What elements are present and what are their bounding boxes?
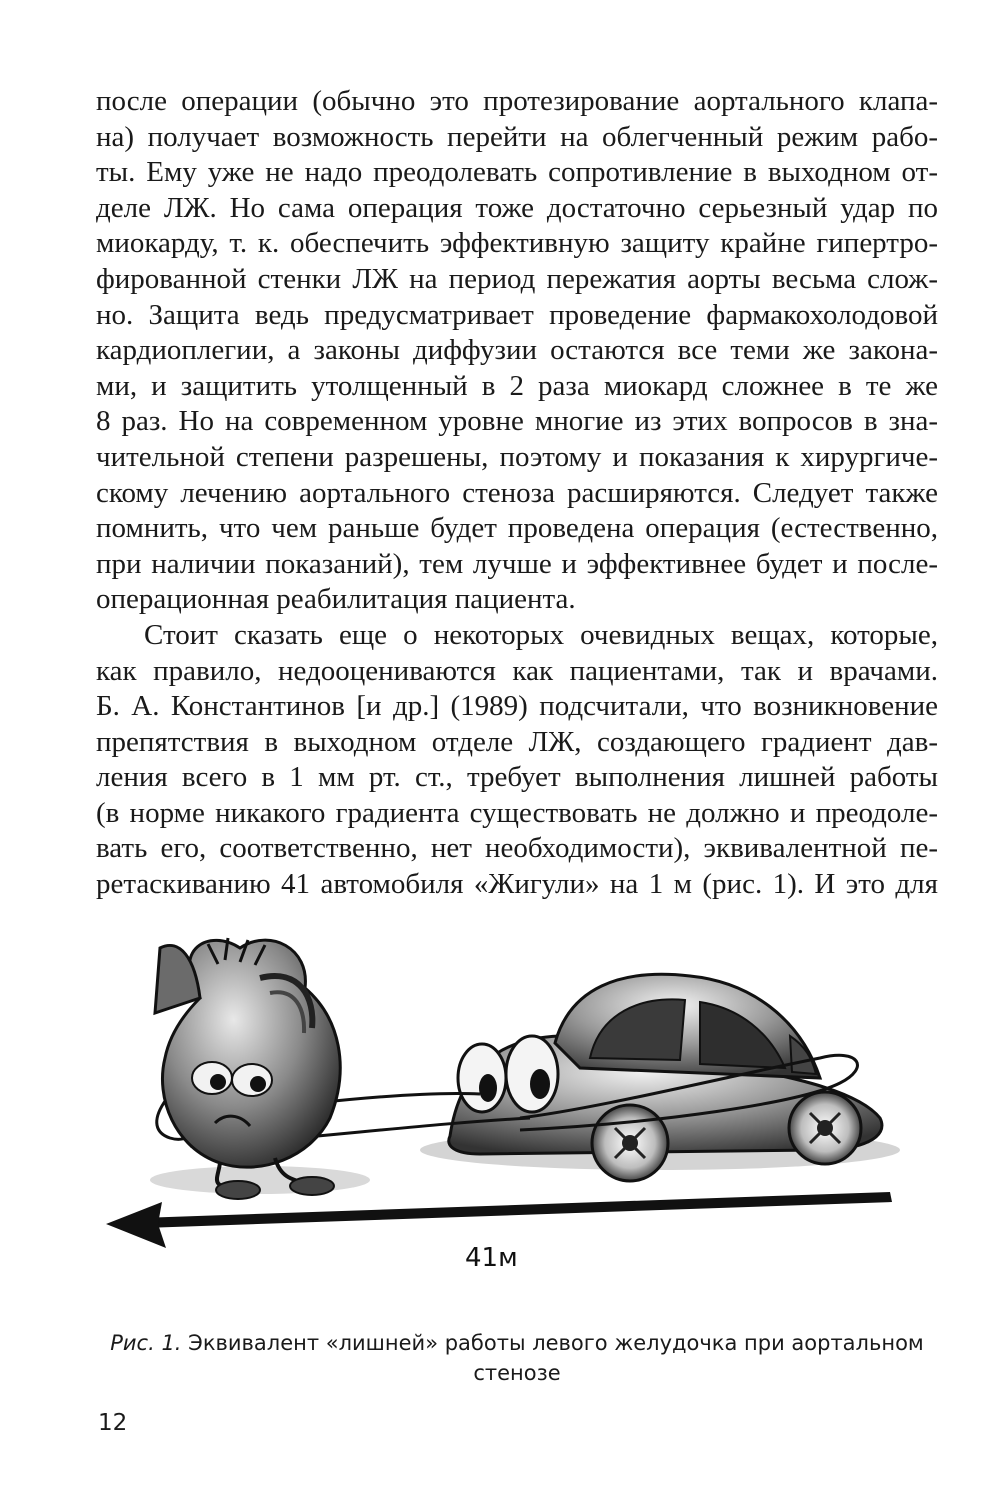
heart-illustration (155, 938, 340, 1199)
text-line: ретаскиванию 41 автомобиля «Жигули» на 1 м (рис. 1). И это для (96, 868, 938, 901)
text-line: фированной стенки ЛЖ на период пережатия аорты весьма слож- (96, 262, 938, 295)
text-line: кардиоплегии, а законы диффузии остаются все теми же закона- (96, 334, 938, 367)
page-number: 12 (98, 1410, 128, 1436)
text-line: скому лечению аортального стеноза расширяются. Следует также (96, 476, 938, 509)
text-line: ления всего в 1 мм рт. ст., требует выполнения лишней работы (96, 761, 938, 794)
text-line: помнить, что чем раньше будет проведена операция (естественно, (96, 512, 938, 545)
text-line: (в норме никакого градиента существовать не должно и преодоле- (96, 796, 938, 829)
text-line: как правило, недооцениваются как пациентами, так и врачами. (96, 654, 938, 687)
text-line: препятствия в выходном отделе ЛЖ, создающего градиент дав- (96, 725, 938, 758)
caption-label: Рис. 1. (110, 1331, 182, 1355)
car-illustration (449, 974, 882, 1181)
text-line: на) получает возможность перейти на облегченный режим рабо- (96, 120, 938, 153)
figure-heart-pulling-car (100, 918, 900, 1278)
text-line: вать его, соответственно, нет необходимости), эквивалентной пе- (96, 832, 938, 865)
text-line: 8 раз. Но на современном уровне многие из этих вопросов в зна- (96, 405, 938, 438)
distance-label: 41м (465, 1243, 518, 1273)
text-line: при наличии показаний), тем лучше и эффективнее будет и после- (96, 547, 938, 580)
text-line: деле ЛЖ. Но сама операция тоже достаточно серьезный удар по (96, 191, 938, 224)
text-line: Б. А. Константинов [и др.] (1989) подсчитали, что возникновение (96, 690, 938, 723)
text-line: операционная реабилитация пациента. (96, 583, 576, 616)
text-line: чительной степени разрешены, поэтому и показания к хирургиче- (96, 440, 938, 473)
caption-text: Эквивалент «лишней» работы левого желудочка при аортальном стенозе (181, 1331, 924, 1385)
text-line: Стоит сказать еще о некоторых очевидных вещах, которые, (144, 618, 938, 651)
text-line: ми, и защитить утолщенный в 2 раза миокард сложнее в те же (96, 369, 938, 402)
text-line: после операции (обычно это протезирование аортального клапа- (96, 85, 938, 117)
distance-arrow (106, 1192, 892, 1248)
body-text (96, 84, 938, 903)
text-line: но. Защита ведь предусматривает проведение фармакохолодовой (96, 298, 938, 331)
figure-caption (96, 1328, 938, 1388)
text-line: миокарду, т. к. обеспечить эффективную защиту крайне гипертро- (96, 227, 938, 260)
text-line: ты. Ему уже не надо преодолевать сопротивление в выходном от- (96, 156, 938, 189)
